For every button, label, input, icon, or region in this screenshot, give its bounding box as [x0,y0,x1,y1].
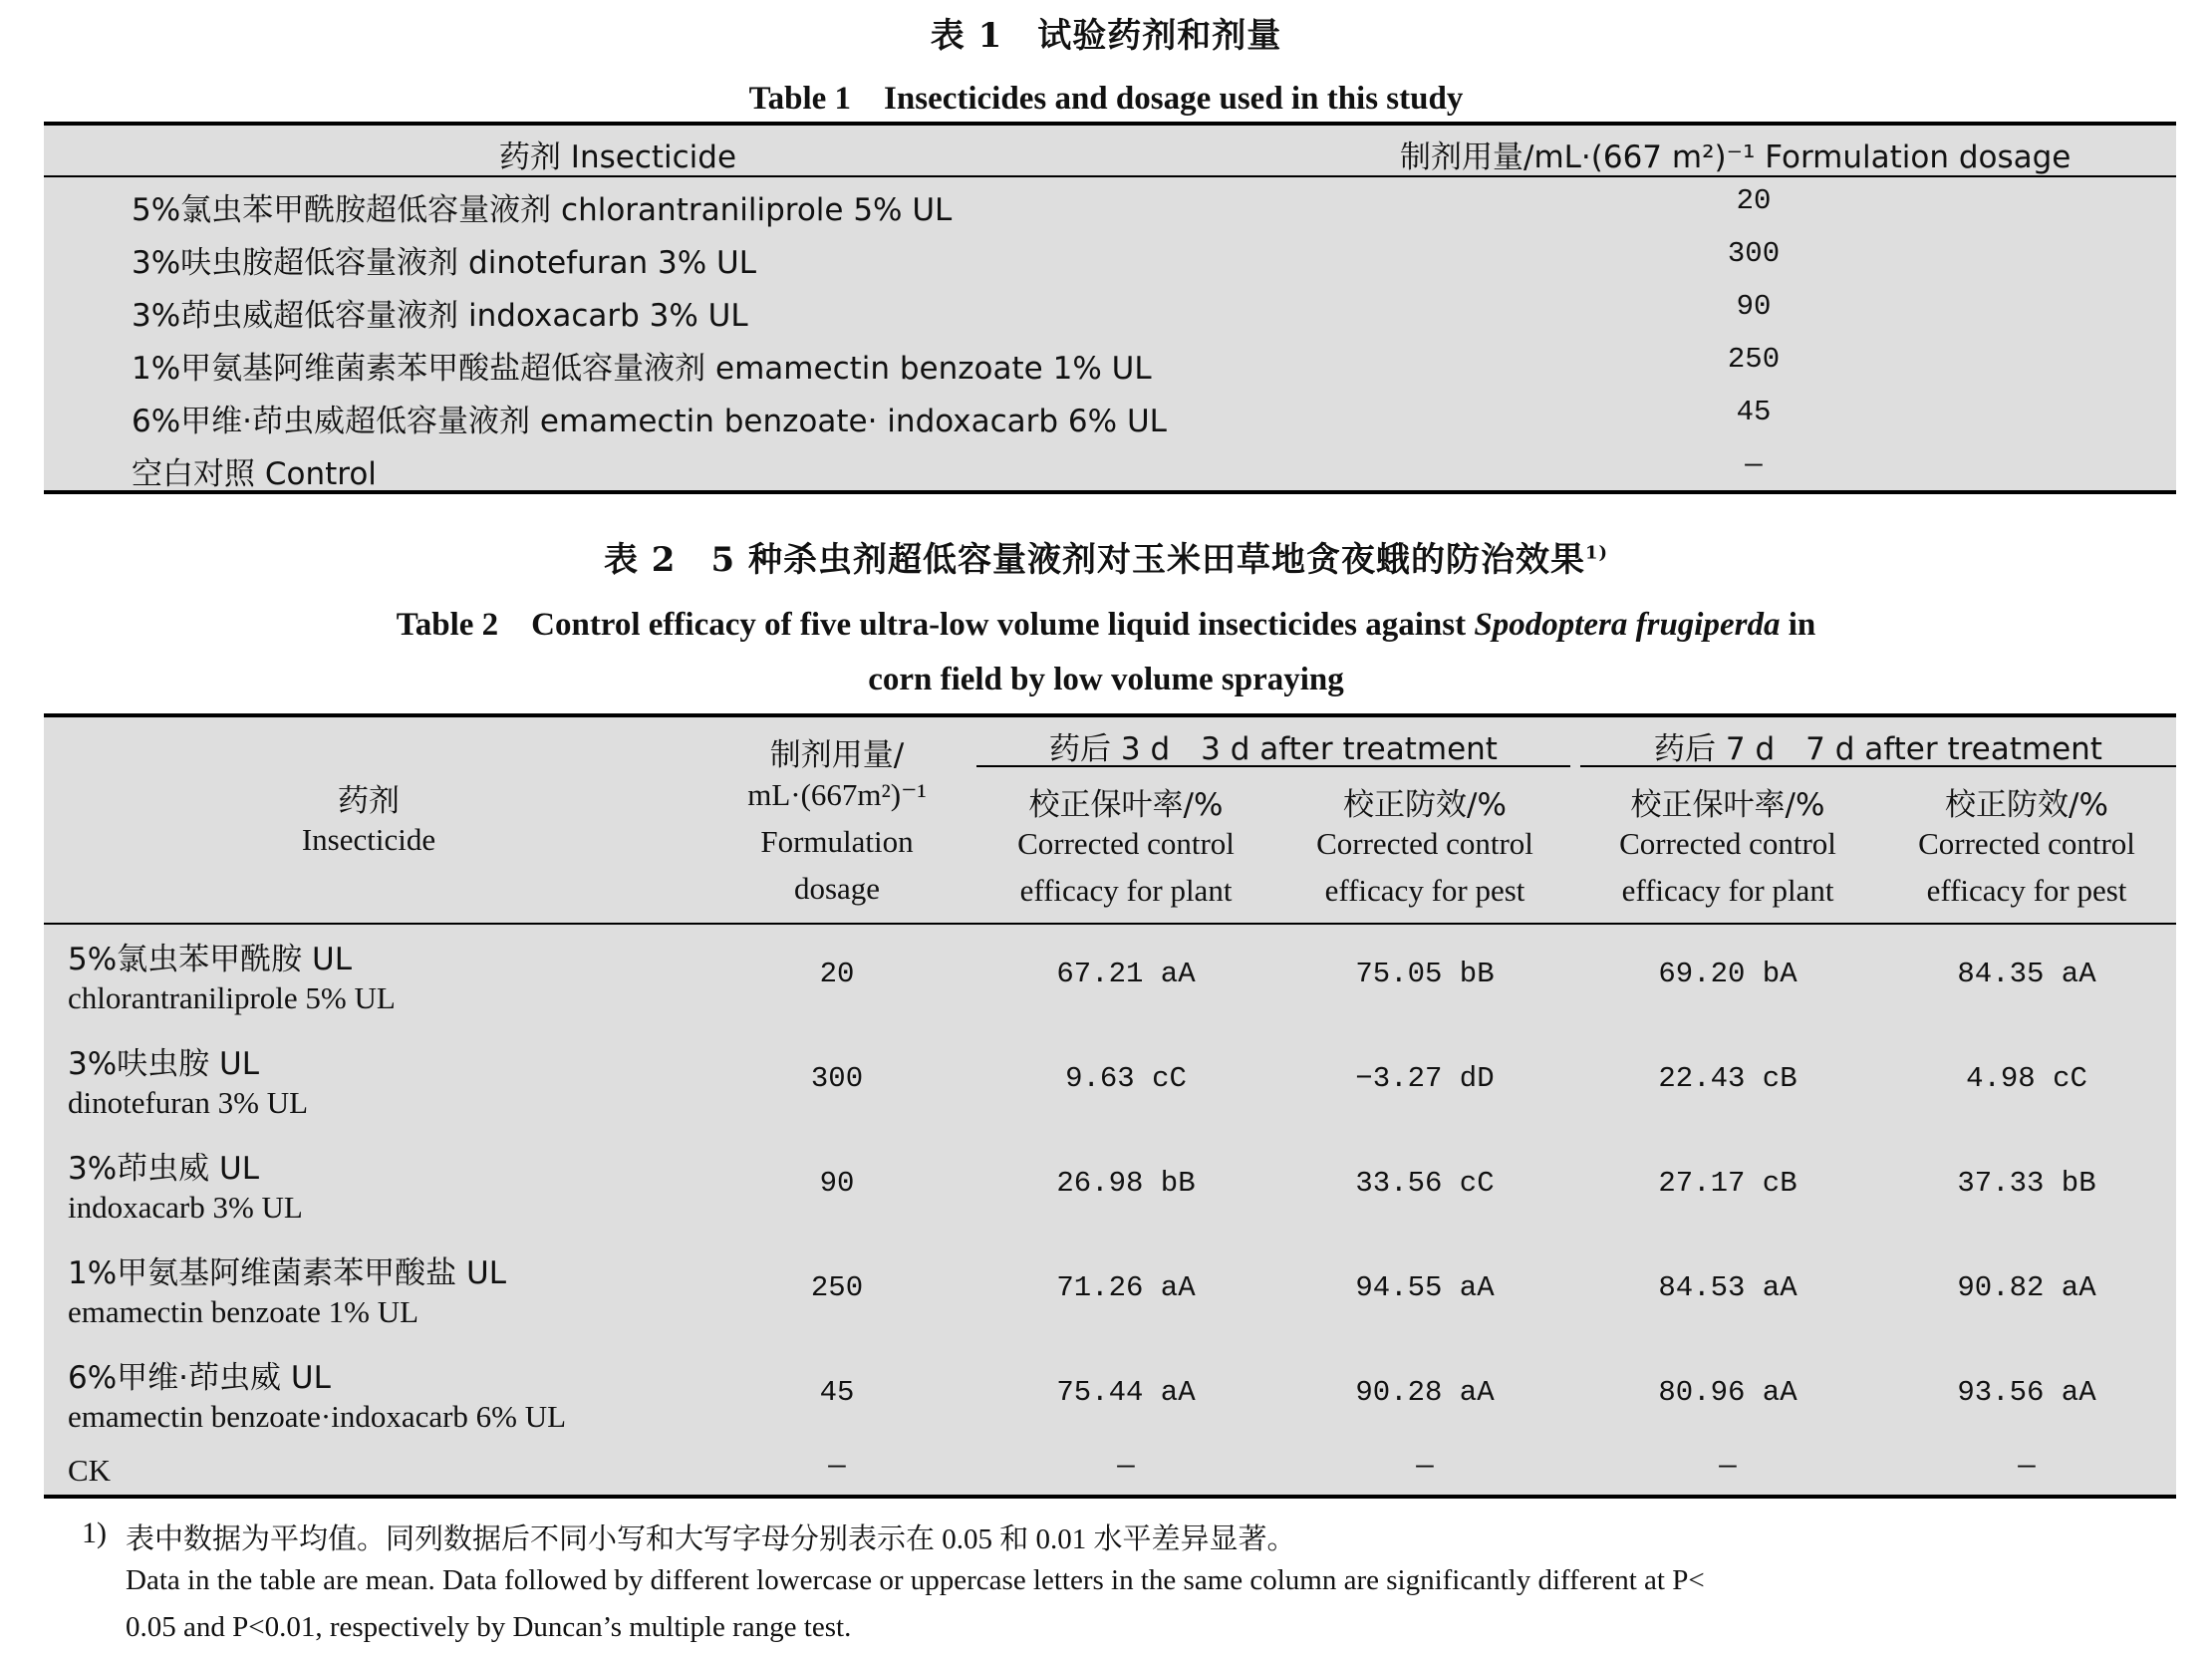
table2-cell: 75.05 bB [1355,958,1495,990]
table2-title-en-b: in [1780,607,1816,643]
table1-title-en: Table 1 Insecticides and dosage used in this study [748,81,1464,117]
table1-row-name: 6%甲维·茚虫威超低容量液剂 emamectin benzoate· indoxacarb 6% UL [132,404,1167,439]
table2-header-7d: 药后 7 d 7 d after treatment [1654,731,2102,767]
table2-header-dosage-1: 制剂用量/ [769,737,905,773]
footnote-marker: 1) [82,1517,107,1549]
table2-cell: 84.53 aA [1658,1271,1797,1304]
table2-header-dosage-2: mL·(667m²)⁻¹ [747,777,927,812]
footnote-en-line2: 0.05 and P<0.01, respectively by Duncan’s multiple range test. [126,1611,852,1643]
table1-row-name: 5%氯虫苯甲酰胺超低容量液剂 chlorantraniliprole 5% UL [132,192,953,228]
table2-header-7d-pest-en1: Corrected control [1918,826,2135,861]
table2-header-3d: 药后 3 d 3 d after treatment [1049,731,1498,767]
table1-row-name: 1%甲氨基阿维菌素苯甲酸盐超低容量液剂 emamectin benzoate 1% UL [132,351,1152,387]
table2-cell: 90.28 aA [1355,1376,1495,1409]
table2-header-3d-plant-en1: Corrected control [1017,826,1235,861]
table2-header-7d-plant-en1: Corrected control [1619,826,1836,861]
table2-row-name-en: emamectin benzoate·indoxacarb 6% UL [68,1399,567,1434]
table2-ck-dose: — [828,1450,846,1483]
table1-row-dose: 300 [1727,237,1781,270]
table1-row-dose: 90 [1736,290,1772,323]
table2-title-en-a: Table 2 Control efficacy of five ultra-low volume liquid insecticides against [396,607,1475,643]
table2-row-dose: 90 [819,1167,855,1200]
table2-title-en-line2: corn field by low volume spraying [868,662,1344,697]
table2-cell: 4.98 cC [1966,1062,2087,1095]
table2-header-dosage-4: dosage [793,871,881,906]
table2-cell: 69.20 bA [1658,958,1797,990]
table2-header-7d-pest-cn: 校正防效/% [1945,787,2108,823]
table1-header-dosage: 制剂用量/mL·(667 m²)⁻¹ Formulation dosage [1400,139,2072,175]
table2-cell: 80.96 aA [1658,1376,1797,1409]
table2-header-rule [44,923,2176,925]
table1-row-dose: 20 [1736,184,1772,217]
table2-row-dose: 250 [810,1271,864,1304]
table2-cell: 71.26 aA [1056,1271,1196,1304]
table2-title-species: Spodoptera frugiperda [1474,607,1781,643]
table2-ck-name: CK [68,1453,112,1488]
table1-title-cn: 表 1 试验药剂和剂量 [930,16,1282,56]
table1-header-insecticide: 药剂 Insecticide [498,139,737,175]
footnote-en-line1: Data in the table are mean. Data followed by different lowercase or uppercase letters in the same column are significantly different at P< [126,1564,1705,1596]
table2-row-dose: 20 [819,958,855,990]
table2-top-rule [44,713,2176,717]
table2-cell: 93.56 aA [1957,1376,2096,1409]
table2-header-3d-pest-en1: Corrected control [1316,826,1533,861]
table2-cell: 22.43 cB [1658,1062,1797,1095]
table2-cell: 37.33 bB [1957,1167,2096,1200]
table1-row-name: 3%呋虫胺超低容量液剂 dinotefuran 3% UL [132,245,756,281]
table2-row-dose: 300 [810,1062,864,1095]
table2-header-7d-plant-en2: efficacy for plant [1621,873,1834,908]
table2-header-7d-plant-cn: 校正保叶率/% [1630,787,1825,823]
table2-title-cn [0,532,2212,581]
table2-header-7d-pest-en2: efficacy for pest [1926,873,2127,908]
table2-row-name-cn: 3%呋虫胺 UL [68,1046,259,1082]
table2-row-name-cn: 1%甲氨基阿维菌素苯甲酸盐 UL [68,1255,506,1291]
table2-row-name-en: emamectin benzoate 1% UL [68,1294,419,1329]
table2-header-dosage-3: Formulation [760,824,914,859]
table2-ck-cell: — [1117,1450,1135,1483]
table2-ck-cell: — [1416,1450,1434,1483]
table1-row-name: 3%茚虫威超低容量液剂 indoxacarb 3% UL [132,298,748,334]
table2-ck-cell: — [2018,1450,2036,1483]
table2-header-3d-plant-cn: 校正保叶率/% [1028,787,1224,823]
table2-title-cn-text: 表 2 5 种杀虫剂超低容量液剂对玉米田草地贪夜蛾的防治效果 [603,540,1585,580]
table1-top-rule [44,122,2176,126]
table2-header-insecticide-en: Insecticide [301,822,436,857]
table2-title-en [0,598,2212,645]
table2-row-name-cn: 6%甲维·茚虫威 UL [68,1360,331,1396]
table2-header-insecticide-cn: 药剂 [338,783,400,819]
table2-row-name-en: dinotefuran 3% UL [68,1085,309,1120]
table2-header-3d-pest-cn: 校正防效/% [1343,787,1507,823]
table1-row-name: 空白对照 Control [132,456,377,492]
table1-row-dose: 250 [1727,343,1781,376]
table2-cell: 33.56 cC [1355,1167,1495,1200]
table2-row-name-cn: 3%茚虫威 UL [68,1151,259,1187]
table1-row-dose: 45 [1736,396,1772,428]
table2-header-3d-plant-en2: efficacy for plant [1019,873,1233,908]
table2-cell: 94.55 aA [1355,1271,1495,1304]
table2-row-dose: 45 [819,1376,855,1409]
table2-cell: 26.98 bB [1056,1167,1196,1200]
table2-row-name-cn: 5%氯虫苯甲酰胺 UL [68,942,352,977]
table2-cell: 84.35 aA [1957,958,2096,990]
table2-ck-cell: — [1719,1450,1737,1483]
table2-cell: 27.17 cB [1658,1167,1797,1200]
footnote-cn: 表中数据为平均值。同列数据后不同小写和大写字母分别表示在 0.05 和 0.01 水平差异显著。 [126,1523,1296,1555]
table2-cell: 90.82 aA [1957,1271,2096,1304]
table2-bottom-rule [44,1495,2176,1499]
table2-cell: −3.27 dD [1355,1062,1495,1095]
table1-row-dose: — [1745,448,1763,481]
table2-title-footnote-marker: 1) [1584,542,1609,564]
table2-cell: 9.63 cC [1065,1062,1187,1095]
table2-header-3d-pest-en2: efficacy for pest [1324,873,1525,908]
table2-row-name-en: indoxacarb 3% UL [68,1190,303,1225]
table2-cell: 75.44 aA [1056,1376,1196,1409]
table2-cell: 67.21 aA [1056,958,1196,990]
table2-row-name-en: chlorantraniliprole 5% UL [68,980,396,1015]
